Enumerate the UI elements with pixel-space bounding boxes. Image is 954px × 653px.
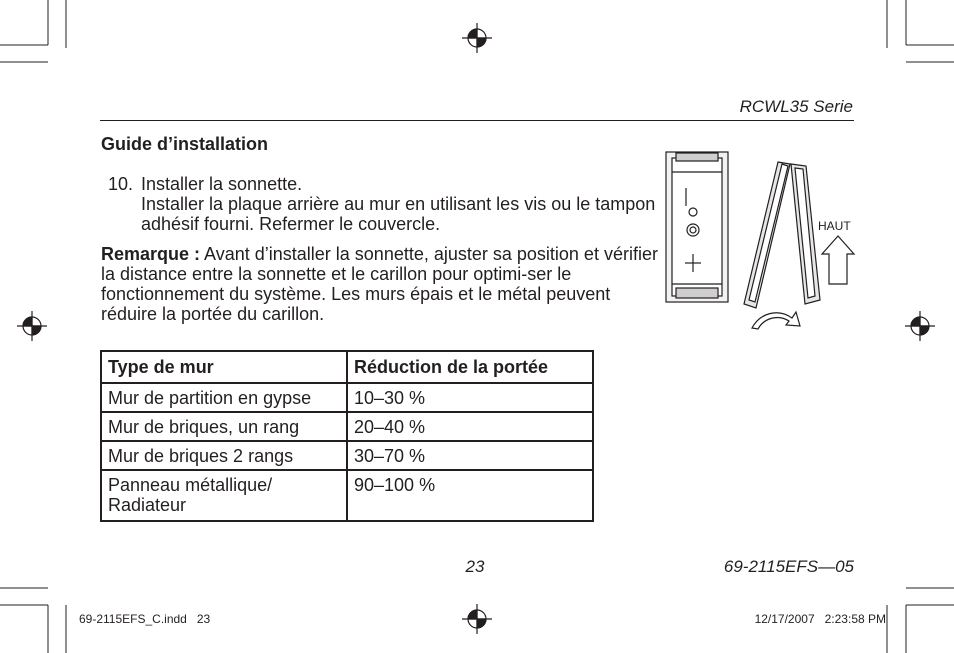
note-label: Remarque :: [101, 244, 201, 264]
registration-mark-top: [462, 23, 492, 53]
slug-filename: 69-2115EFS_C.indd 23: [79, 612, 211, 626]
table-cell-wall-type: Panneau métallique/ Radiateur: [101, 470, 347, 521]
table-cell-wall-type: Mur de briques, un rang: [101, 412, 347, 441]
column-header-range-reduction: Réduction de la portée: [347, 351, 593, 383]
header-series: RCWL35 Serie: [739, 97, 853, 116]
step-title: Installer la sonnette.: [141, 174, 303, 194]
table-cell-range-reduction: 90–100 %: [347, 470, 593, 521]
registration-mark-bottom: [462, 604, 492, 634]
arrow-up-icon: [822, 236, 854, 284]
table-cell-wall-type: Mur de briques 2 rangs: [101, 441, 347, 470]
step-number: 10.: [108, 174, 134, 194]
back-plate: [666, 152, 728, 302]
registration-mark-right: [905, 311, 935, 341]
note-paragraph: [101, 244, 661, 324]
note-text: Avant d’installer la sonnette, ajuster sa position et vérifier la distance entre la sonnette et le carillon pour optimi-ser le fonctionnement du système. Les murs épais et le métal peuvent réduire la portée du carillon.: [101, 244, 658, 324]
table-cell-range-reduction: 10–30 %: [347, 383, 593, 412]
page-number: 23: [465, 557, 485, 576]
table-row: [101, 441, 593, 470]
registration-mark-left: [17, 311, 47, 341]
table-row: [101, 470, 593, 521]
table-header-row: [101, 351, 593, 383]
column-header-wall-type: Type de mur: [101, 351, 347, 383]
table-row: [101, 412, 593, 441]
wall-range-table: [100, 350, 594, 522]
step-body: Installer la plaque arrière au mur en utilisant les vis ou le tampon adhésif fourni. Refermer le couvercle.: [141, 194, 656, 234]
table-row: [101, 383, 593, 412]
cover-open: [744, 162, 790, 308]
cover-closed: [791, 164, 820, 304]
doorbell-illustration: [660, 148, 860, 333]
document-code: 69-2115EFS—05: [723, 557, 854, 576]
rotate-arrow-icon: [752, 312, 800, 329]
table-cell-range-reduction: 20–40 %: [347, 412, 593, 441]
section-title: Guide d’installation: [101, 134, 269, 154]
up-label: HAUT: [818, 219, 851, 233]
header-rule: [100, 120, 854, 121]
table-cell-wall-type: Mur de partition en gypse: [101, 383, 347, 412]
table-cell-range-reduction: 30–70 %: [347, 441, 593, 470]
slug-timestamp: 12/17/2007 2:23:58 PM: [754, 612, 886, 626]
